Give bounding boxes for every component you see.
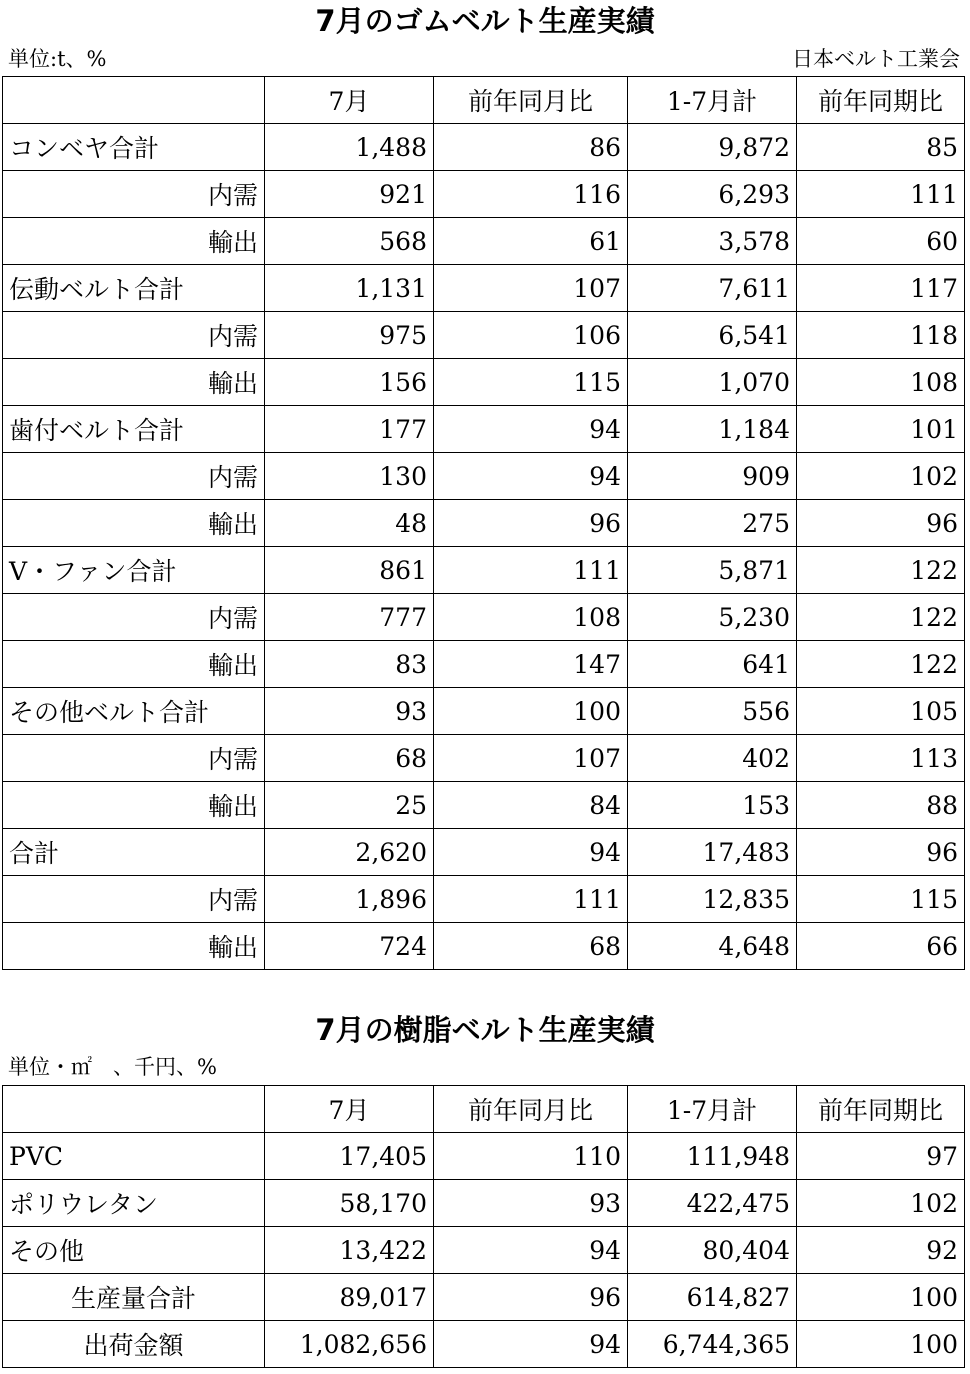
row-label: 内需 (3, 594, 265, 641)
table-row (3, 312, 965, 359)
table-row (3, 829, 965, 876)
value-cell: 3,578 (628, 218, 797, 265)
value-cell: 107 (434, 735, 628, 782)
value-cell: 153 (628, 782, 797, 829)
value-cell: 1,082,656 (265, 1321, 434, 1368)
value-cell: 147 (434, 641, 628, 688)
value-cell: 6,293 (628, 171, 797, 218)
value-cell: 94 (434, 453, 628, 500)
value-cell: 60 (797, 218, 965, 265)
value-cell: 921 (265, 171, 434, 218)
table-row (3, 1274, 965, 1321)
value-cell: 9,872 (628, 124, 797, 171)
value-cell: 402 (628, 735, 797, 782)
resin-unit-label: 単位・㎡ 、千円、% (8, 1055, 217, 1079)
value-cell: 111 (797, 171, 965, 218)
value-cell: 156 (265, 359, 434, 406)
row-label: 輸出 (3, 923, 265, 970)
value-cell: 111 (434, 547, 628, 594)
value-cell: 1,896 (265, 876, 434, 923)
table-row (3, 500, 965, 547)
value-cell: 61 (434, 218, 628, 265)
value-cell: 861 (265, 547, 434, 594)
value-cell: 88 (797, 782, 965, 829)
value-cell: 110 (434, 1133, 628, 1180)
table-row (3, 171, 965, 218)
value-cell: 100 (797, 1274, 965, 1321)
value-cell: 422,475 (628, 1180, 797, 1227)
header-cell: 前年同月比 (434, 77, 628, 124)
value-cell: 108 (797, 359, 965, 406)
table-header-row (3, 77, 965, 124)
value-cell: 85 (797, 124, 965, 171)
table-row (3, 453, 965, 500)
value-cell: 122 (797, 641, 965, 688)
value-cell: 116 (434, 171, 628, 218)
source-label: 日本ベルト工業会 (792, 47, 960, 71)
table-row (3, 1227, 965, 1274)
table-row (3, 594, 965, 641)
value-cell: 1,131 (265, 265, 434, 312)
value-cell: 118 (797, 312, 965, 359)
value-cell: 275 (628, 500, 797, 547)
value-cell: 83 (265, 641, 434, 688)
value-cell: 94 (434, 1321, 628, 1368)
table-row (3, 923, 965, 970)
table-row (3, 641, 965, 688)
row-label: 輸出 (3, 641, 265, 688)
table-row (3, 1321, 965, 1368)
row-label: 輸出 (3, 359, 265, 406)
header-cell: 7月 (265, 1086, 434, 1133)
row-label: 内需 (3, 876, 265, 923)
value-cell: 80,404 (628, 1227, 797, 1274)
header-cell: 1-7月計 (628, 77, 797, 124)
row-label: 内需 (3, 453, 265, 500)
table-row (3, 1180, 965, 1227)
value-cell: 113 (797, 735, 965, 782)
table-row (3, 688, 965, 735)
resin-belt-table (2, 1085, 965, 1368)
value-cell: 130 (265, 453, 434, 500)
value-cell: 101 (797, 406, 965, 453)
value-cell: 107 (434, 265, 628, 312)
row-label: 出荷金額 (3, 1321, 265, 1368)
value-cell: 100 (434, 688, 628, 735)
value-cell: 1,488 (265, 124, 434, 171)
value-cell: 724 (265, 923, 434, 970)
table-row (3, 735, 965, 782)
value-cell: 92 (797, 1227, 965, 1274)
value-cell: 6,541 (628, 312, 797, 359)
row-label: 歯付ベルト合計 (3, 406, 265, 453)
value-cell: 96 (434, 1274, 628, 1321)
value-cell: 89,017 (265, 1274, 434, 1321)
resin-belt-title: 7月の樹脂ベルト生産実績 (315, 1013, 655, 1047)
value-cell: 93 (265, 688, 434, 735)
value-cell: 102 (797, 453, 965, 500)
value-cell: 641 (628, 641, 797, 688)
value-cell: 94 (434, 406, 628, 453)
row-label: ポリウレタン (3, 1180, 265, 1227)
row-label: PVC (3, 1133, 265, 1180)
header-cell: 1-7月計 (628, 1086, 797, 1133)
value-cell: 93 (434, 1180, 628, 1227)
value-cell: 86 (434, 124, 628, 171)
row-label: 伝動ベルト合計 (3, 265, 265, 312)
row-label: 内需 (3, 735, 265, 782)
value-cell: 122 (797, 547, 965, 594)
value-cell: 48 (265, 500, 434, 547)
value-cell: 66 (797, 923, 965, 970)
value-cell: 17,405 (265, 1133, 434, 1180)
row-label: その他 (3, 1227, 265, 1274)
value-cell: 96 (797, 829, 965, 876)
value-cell: 909 (628, 453, 797, 500)
value-cell: 177 (265, 406, 434, 453)
value-cell: 556 (628, 688, 797, 735)
value-cell: 117 (797, 265, 965, 312)
table-row (3, 1133, 965, 1180)
value-cell: 96 (434, 500, 628, 547)
value-cell: 106 (434, 312, 628, 359)
value-cell: 102 (797, 1180, 965, 1227)
rubber-belt-title: 7月のゴムベルト生産実績 (315, 4, 655, 38)
row-label: 内需 (3, 312, 265, 359)
table-row (3, 265, 965, 312)
value-cell: 777 (265, 594, 434, 641)
table-row (3, 406, 965, 453)
rubber-belt-table (2, 76, 965, 970)
value-cell: 1,184 (628, 406, 797, 453)
value-cell: 568 (265, 218, 434, 265)
row-label: 内需 (3, 171, 265, 218)
value-cell: 68 (265, 735, 434, 782)
row-label: 輸出 (3, 218, 265, 265)
row-label: V・ファン合計 (3, 547, 265, 594)
value-cell: 115 (797, 876, 965, 923)
value-cell: 614,827 (628, 1274, 797, 1321)
row-label: 生産量合計 (3, 1274, 265, 1321)
table-row (3, 876, 965, 923)
value-cell: 84 (434, 782, 628, 829)
value-cell: 2,620 (265, 829, 434, 876)
value-cell: 7,611 (628, 265, 797, 312)
table-row (3, 359, 965, 406)
table-row (3, 547, 965, 594)
value-cell: 25 (265, 782, 434, 829)
value-cell: 111 (434, 876, 628, 923)
value-cell: 94 (434, 1227, 628, 1274)
table-header-row (3, 1086, 965, 1133)
value-cell: 94 (434, 829, 628, 876)
value-cell: 122 (797, 594, 965, 641)
header-cell: 前年同期比 (797, 77, 965, 124)
row-label: 合計 (3, 829, 265, 876)
table-row (3, 218, 965, 265)
value-cell: 1,070 (628, 359, 797, 406)
value-cell: 13,422 (265, 1227, 434, 1274)
row-label: コンベヤ合計 (3, 124, 265, 171)
header-cell: 前年同月比 (434, 1086, 628, 1133)
value-cell: 111,948 (628, 1133, 797, 1180)
value-cell: 105 (797, 688, 965, 735)
header-cell (3, 1086, 265, 1133)
header-cell: 前年同期比 (797, 1086, 965, 1133)
value-cell: 5,871 (628, 547, 797, 594)
header-cell (3, 77, 265, 124)
header-cell: 7月 (265, 77, 434, 124)
table-row (3, 782, 965, 829)
value-cell: 100 (797, 1321, 965, 1368)
value-cell: 5,230 (628, 594, 797, 641)
row-label: 輸出 (3, 500, 265, 547)
value-cell: 97 (797, 1133, 965, 1180)
value-cell: 108 (434, 594, 628, 641)
value-cell: 4,648 (628, 923, 797, 970)
value-cell: 115 (434, 359, 628, 406)
table-row (3, 124, 965, 171)
row-label: 輸出 (3, 782, 265, 829)
value-cell: 17,483 (628, 829, 797, 876)
row-label: その他ベルト合計 (3, 688, 265, 735)
value-cell: 68 (434, 923, 628, 970)
value-cell: 58,170 (265, 1180, 434, 1227)
rubber-unit-label: 単位:t、% (8, 47, 107, 71)
value-cell: 975 (265, 312, 434, 359)
value-cell: 6,744,365 (628, 1321, 797, 1368)
value-cell: 12,835 (628, 876, 797, 923)
value-cell: 96 (797, 500, 965, 547)
